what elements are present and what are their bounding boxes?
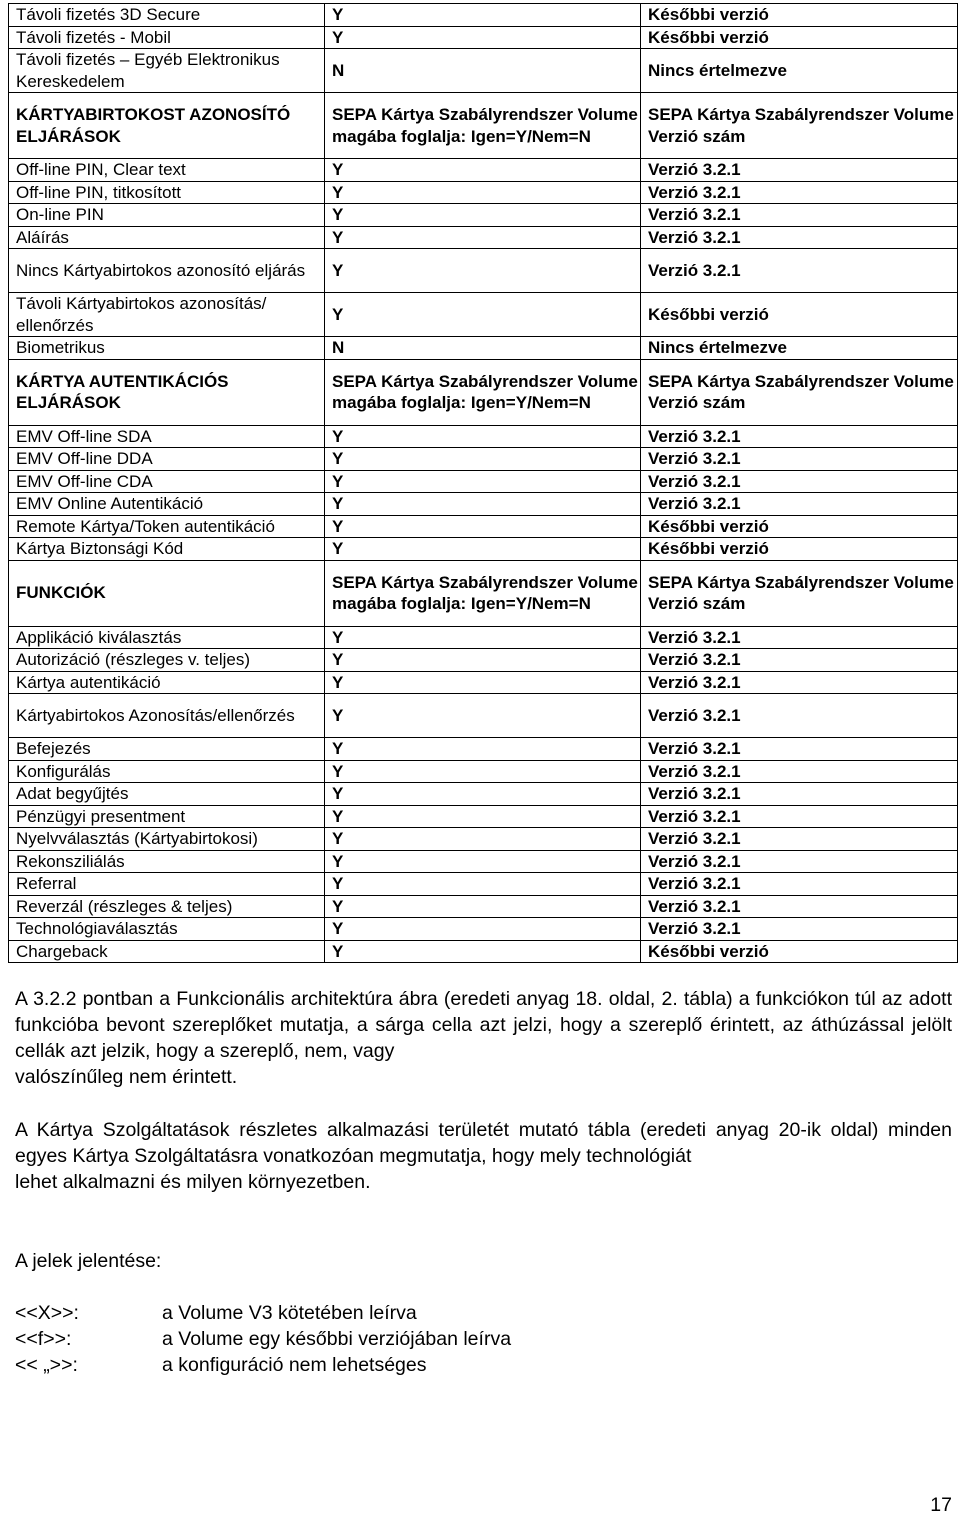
cell-version: Későbbi verzió — [641, 515, 958, 538]
table-row — [9, 159, 958, 182]
cell-version: Verzió 3.2.1 — [641, 671, 958, 694]
cell-version: Verzió 3.2.1 — [641, 760, 958, 783]
cell-feature: KÁRTYABIRTOKOST AZONOSÍTÓ ELJÁRÁSOK — [9, 93, 325, 159]
cell-included: N — [325, 337, 641, 360]
spec-table-body — [9, 4, 958, 963]
cell-included: Y — [325, 649, 641, 672]
cell-version: Verzió 3.2.1 — [641, 828, 958, 851]
legend-desc: a Volume V3 kötetében leírva — [162, 1302, 417, 1324]
table-row — [9, 895, 958, 918]
cell-version: Verzió 3.2.1 — [641, 649, 958, 672]
cell-included: Y — [325, 850, 641, 873]
paragraph-2-text: A Kártya Szolgáltatások részletes alkalmazási területét mutató tábla (eredeti anyag 20-ik oldal) minden egyes Kártya Szolgáltatásra vonatkozóan megmutatja, hogy mely technológiát — [15, 1119, 952, 1167]
cell-feature: Chargeback — [9, 940, 325, 963]
legend-desc: a Volume egy későbbi verziójában leírva — [162, 1328, 512, 1350]
cell-included: Y — [325, 760, 641, 783]
cell-included: Y — [325, 828, 641, 851]
table-row — [9, 226, 958, 249]
cell-included: Y — [325, 493, 641, 516]
cell-feature: Referral — [9, 873, 325, 896]
cell-included: Y — [325, 783, 641, 806]
cell-feature: Távoli fizetés - Mobil — [9, 26, 325, 49]
cell-feature: Konfigurálás — [9, 760, 325, 783]
table-row — [9, 828, 958, 851]
table-row — [9, 671, 958, 694]
cell-included: Y — [325, 738, 641, 761]
cell-version: Verzió 3.2.1 — [641, 738, 958, 761]
legend-key: <<f>>: — [15, 1328, 72, 1350]
cell-version: Nincs értelmezve — [641, 49, 958, 93]
cell-included: Y — [325, 895, 641, 918]
cell-version: SEPA Kártya Szabályrendszer Volume Verzió szám — [641, 560, 958, 626]
cell-included: Y — [325, 181, 641, 204]
cell-included: Y — [325, 249, 641, 293]
cell-feature: FUNKCIÓK — [9, 560, 325, 626]
cell-version: Verzió 3.2.1 — [641, 159, 958, 182]
table-row — [9, 425, 958, 448]
cell-version: Verzió 3.2.1 — [641, 805, 958, 828]
table-row — [9, 918, 958, 941]
cell-included: Y — [325, 448, 641, 471]
cell-version: SEPA Kártya Szabályrendszer Volume Verzió szám — [641, 93, 958, 159]
cell-version: Verzió 3.2.1 — [641, 226, 958, 249]
cell-version: Verzió 3.2.1 — [641, 873, 958, 896]
table-row — [9, 26, 958, 49]
cell-version: Verzió 3.2.1 — [641, 918, 958, 941]
cell-version: Verzió 3.2.1 — [641, 626, 958, 649]
cell-feature: EMV Online Autentikáció — [9, 493, 325, 516]
cell-included: SEPA Kártya Szabályrendszer Volume magába foglalja: Igen=Y/Nem=N — [325, 93, 641, 159]
table-row — [9, 694, 958, 738]
table-row — [9, 4, 958, 27]
table-row — [9, 805, 958, 828]
cell-feature: Rekonsziliálás — [9, 850, 325, 873]
table-row — [9, 337, 958, 360]
table-row — [9, 470, 958, 493]
cell-included: Y — [325, 4, 641, 27]
section-header-row — [9, 359, 958, 425]
cell-version: Verzió 3.2.1 — [641, 850, 958, 873]
cell-feature: Nyelvválasztás (Kártyabirtokosi) — [9, 828, 325, 851]
cell-feature: Off-line PIN, Clear text — [9, 159, 325, 182]
cell-version: Verzió 3.2.1 — [641, 694, 958, 738]
cell-version: Verzió 3.2.1 — [641, 493, 958, 516]
legend-title: A jelek jelentése: — [15, 1250, 162, 1272]
table-row — [9, 738, 958, 761]
paragraph-1-last-line: valószínűleg nem érintett. — [15, 1066, 238, 1088]
paragraph-1-text: A 3.2.2 pontban a Funkcionális architektúra ábra (eredeti anyag 18. oldal, 2. tábla) a funkciókon túl az adott funkcióba bevont szereplőket mutatja, a sárga cella azt jelzi, hogy a szereplő érintett, az áthúzással jelölt cellák azt jelzik, hogy a szereplő, nem, vagy — [15, 988, 952, 1062]
cell-version: Verzió 3.2.1 — [641, 181, 958, 204]
table-row — [9, 783, 958, 806]
cell-included: Y — [325, 293, 641, 337]
cell-version: Későbbi verzió — [641, 538, 958, 561]
cell-included: Y — [325, 26, 641, 49]
table-row — [9, 448, 958, 471]
table-row — [9, 760, 958, 783]
cell-feature: EMV Off-line DDA — [9, 448, 325, 471]
cell-included: Y — [325, 538, 641, 561]
cell-feature: Befejezés — [9, 738, 325, 761]
legend-desc: a konfiguráció nem lehetséges — [162, 1354, 427, 1376]
paragraph-1 — [15, 986, 952, 1090]
cell-version: Későbbi verzió — [641, 26, 958, 49]
cell-feature: Távoli fizetés – Egyéb Elektronikus Kereskedelem — [9, 49, 325, 93]
cell-feature: Nincs Kártyabirtokos azonosító eljárás — [9, 249, 325, 293]
section-header-row — [9, 93, 958, 159]
table-row — [9, 293, 958, 337]
paragraph-2-last-line: lehet alkalmazni és milyen környezetben. — [15, 1171, 371, 1193]
legend-key: <<X>>: — [15, 1302, 79, 1324]
cell-version: Verzió 3.2.1 — [641, 470, 958, 493]
cell-included: Y — [325, 226, 641, 249]
cell-version: SEPA Kártya Szabályrendszer Volume Verzió szám — [641, 359, 958, 425]
cell-version: Későbbi verzió — [641, 940, 958, 963]
cell-feature: EMV Off-line CDA — [9, 470, 325, 493]
cell-version: Verzió 3.2.1 — [641, 895, 958, 918]
legend-key: << „>>: — [15, 1354, 78, 1376]
cell-feature: Kártya autentikáció — [9, 671, 325, 694]
cell-included: Y — [325, 694, 641, 738]
table-row — [9, 626, 958, 649]
cell-included: SEPA Kártya Szabályrendszer Volume magába foglalja: Igen=Y/Nem=N — [325, 560, 641, 626]
cell-feature: Távoli Kártyabirtokos azonosítás/ ellenőrzés — [9, 293, 325, 337]
cell-version: Későbbi verzió — [641, 293, 958, 337]
table-row — [9, 249, 958, 293]
cell-feature: Off-line PIN, titkosított — [9, 181, 325, 204]
cell-version: Nincs értelmezve — [641, 337, 958, 360]
cell-version: Verzió 3.2.1 — [641, 783, 958, 806]
cell-feature: Biometrikus — [9, 337, 325, 360]
table-row — [9, 181, 958, 204]
cell-version: Verzió 3.2.1 — [641, 448, 958, 471]
cell-included: Y — [325, 515, 641, 538]
cell-feature: Távoli fizetés 3D Secure — [9, 4, 325, 27]
cell-version: Verzió 3.2.1 — [641, 249, 958, 293]
cell-feature: Autorizáció (részleges v. teljes) — [9, 649, 325, 672]
cell-included: Y — [325, 805, 641, 828]
cell-included: Y — [325, 626, 641, 649]
page-number: 17 — [930, 1494, 952, 1516]
section-header-row — [9, 560, 958, 626]
cell-feature: Applikáció kiválasztás — [9, 626, 325, 649]
cell-included: Y — [325, 425, 641, 448]
table-row — [9, 873, 958, 896]
cell-feature: EMV Off-line SDA — [9, 425, 325, 448]
table-row — [9, 493, 958, 516]
cell-feature: Pénzügyi presentment — [9, 805, 325, 828]
cell-feature: Kártyabirtokos Azonosítás/ellenőrzés — [9, 694, 325, 738]
table-row — [9, 649, 958, 672]
cell-included: Y — [325, 159, 641, 182]
cell-feature: Kártya Biztonsági Kód — [9, 538, 325, 561]
cell-feature: Adat begyűjtés — [9, 783, 325, 806]
cell-version: Verzió 3.2.1 — [641, 204, 958, 227]
cell-feature: KÁRTYA AUTENTIKÁCIÓS ELJÁRÁSOK — [9, 359, 325, 425]
cell-feature: Technológiaválasztás — [9, 918, 325, 941]
table-row — [9, 49, 958, 93]
table-row — [9, 850, 958, 873]
cell-included: Y — [325, 873, 641, 896]
spec-table — [8, 3, 958, 963]
cell-included: SEPA Kártya Szabályrendszer Volume magába foglalja: Igen=Y/Nem=N — [325, 359, 641, 425]
table-row — [9, 940, 958, 963]
cell-included: Y — [325, 470, 641, 493]
cell-included: Y — [325, 940, 641, 963]
paragraph-2 — [15, 1117, 952, 1195]
cell-version: Későbbi verzió — [641, 4, 958, 27]
cell-feature: On-line PIN — [9, 204, 325, 227]
cell-feature: Reverzál (részleges & teljes) — [9, 895, 325, 918]
table-row — [9, 515, 958, 538]
cell-included: Y — [325, 671, 641, 694]
cell-included: Y — [325, 204, 641, 227]
table-row — [9, 538, 958, 561]
cell-feature: Remote Kártya/Token autentikáció — [9, 515, 325, 538]
table-row — [9, 204, 958, 227]
cell-feature: Aláírás — [9, 226, 325, 249]
cell-version: Verzió 3.2.1 — [641, 425, 958, 448]
cell-included: N — [325, 49, 641, 93]
cell-included: Y — [325, 918, 641, 941]
